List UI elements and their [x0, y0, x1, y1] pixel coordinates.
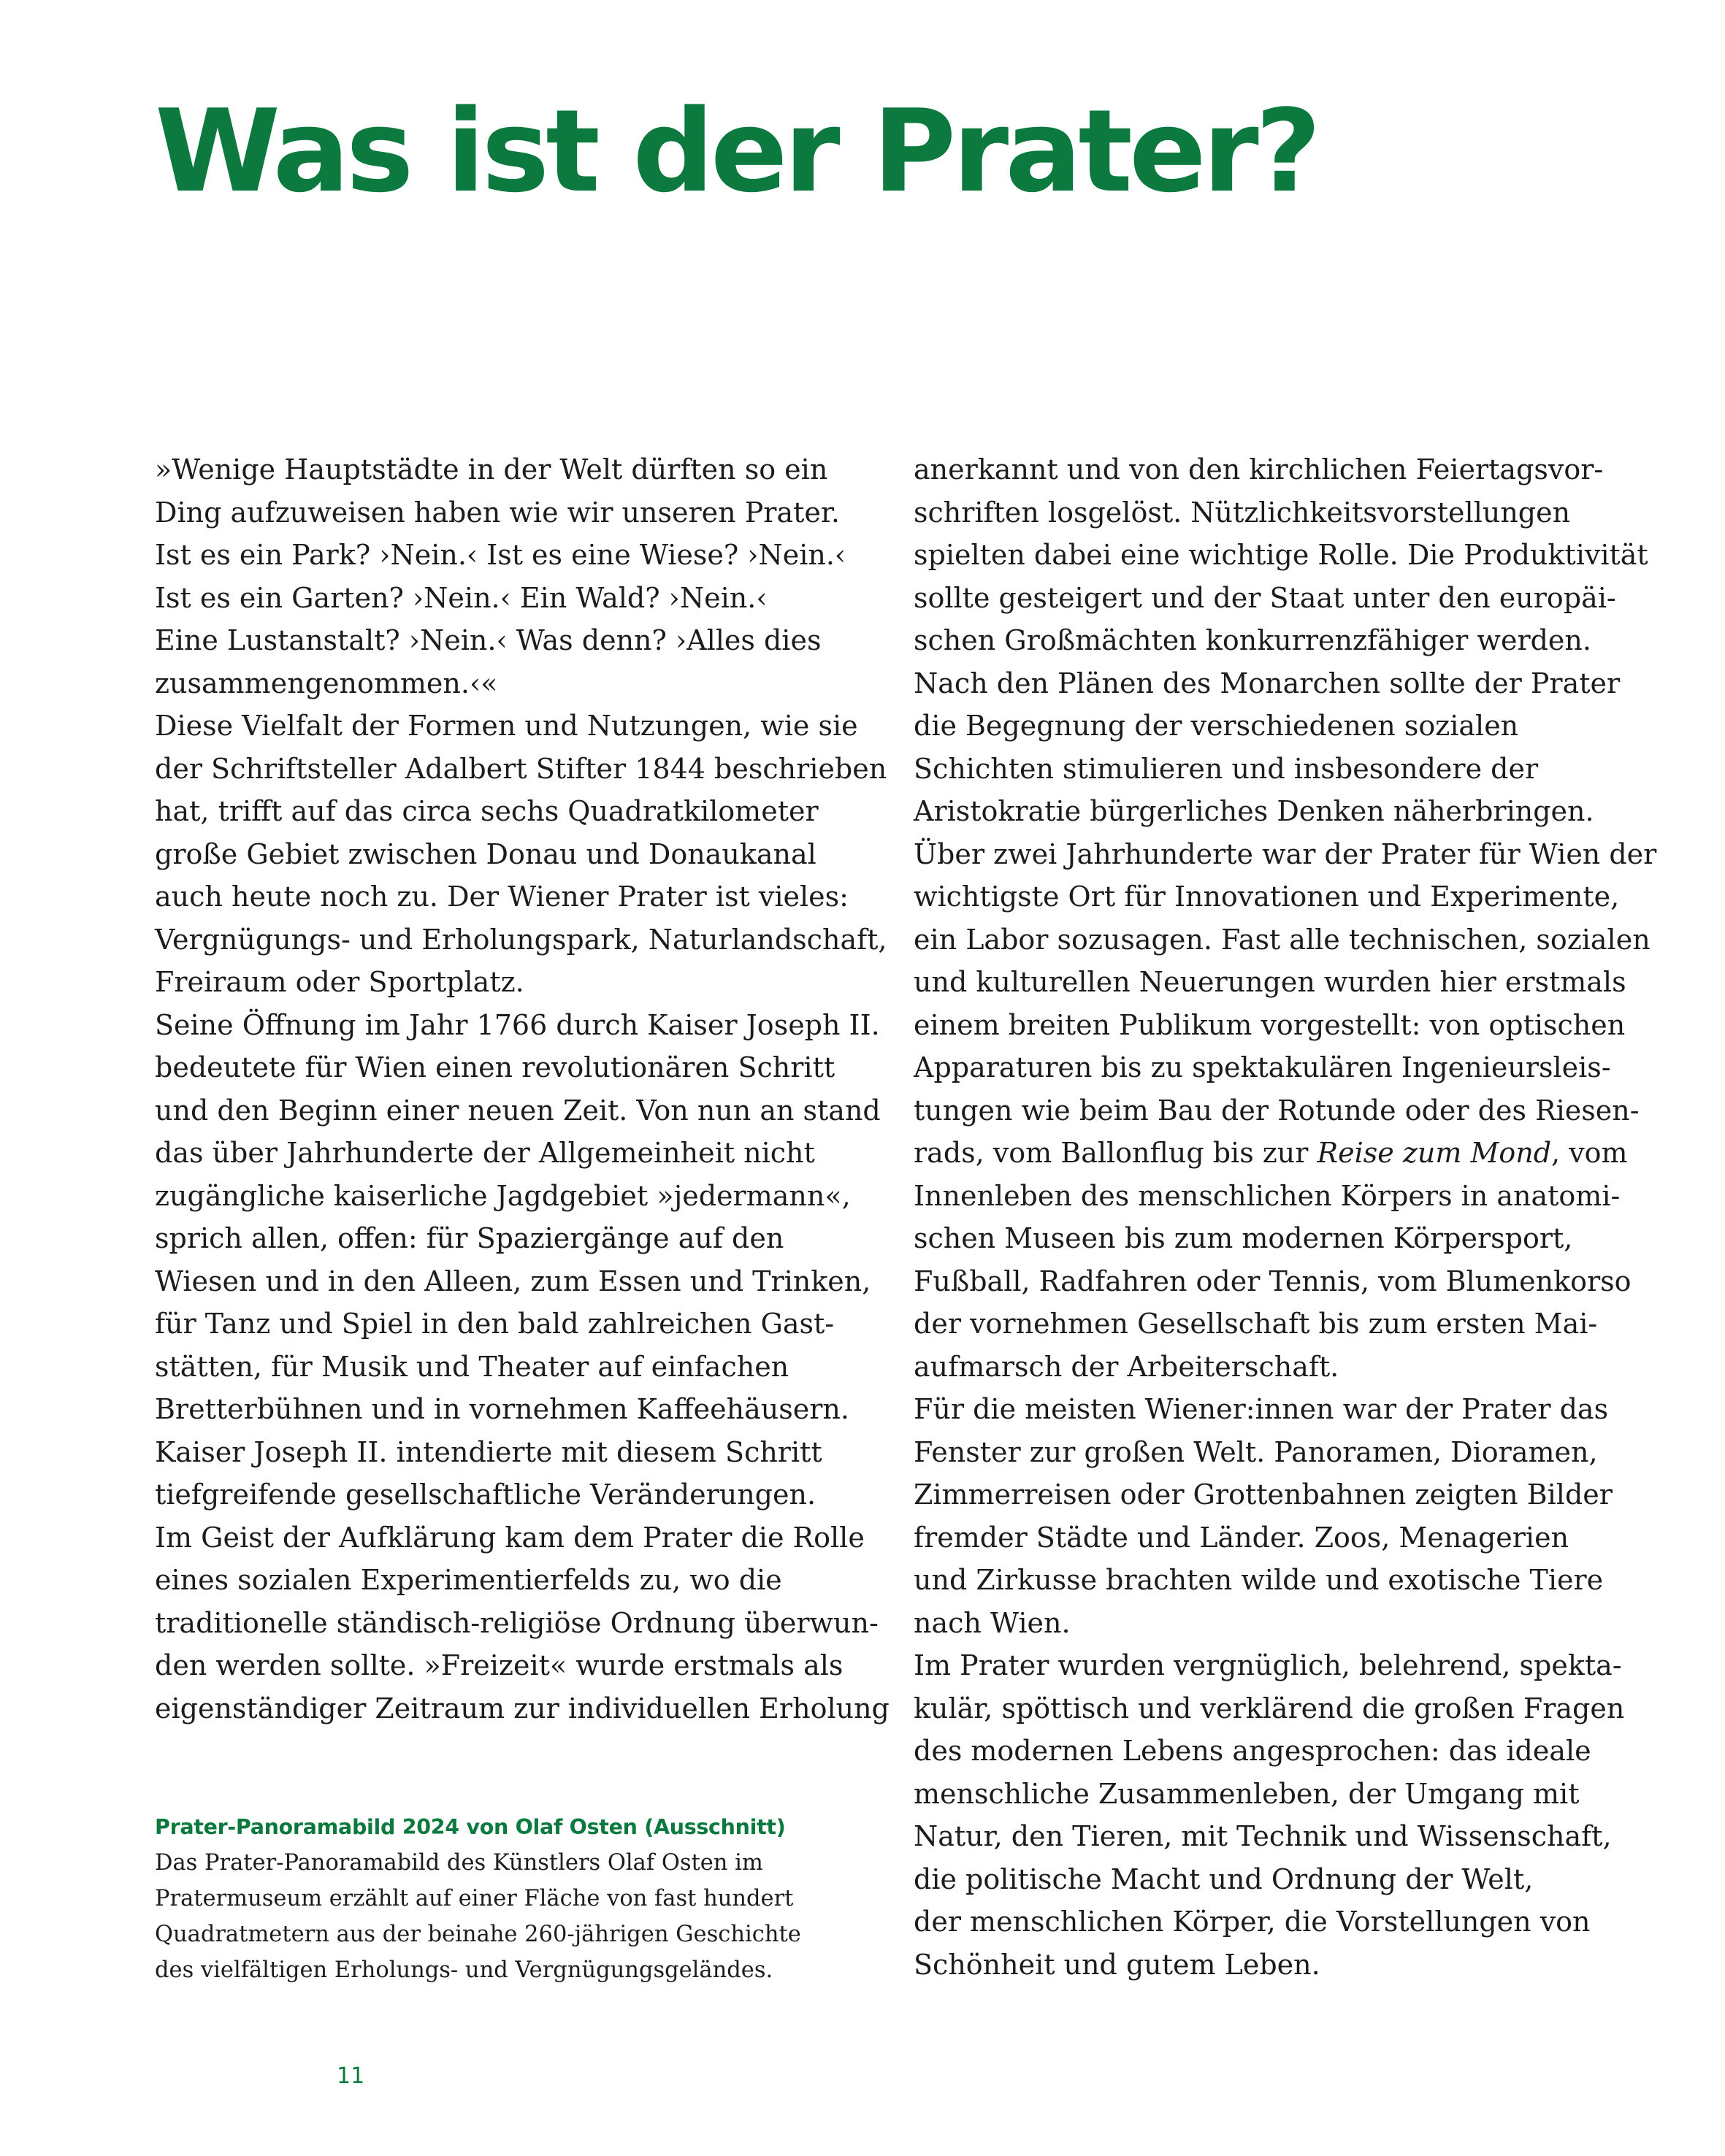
left-text-column	[155, 448, 890, 1730]
text-line: Natur, den Tieren, mit Technik und Wissenschaft,	[914, 1820, 1612, 1852]
text-line: einem breiten Publikum vorgestellt: von optischen	[914, 1008, 1626, 1041]
text-line: spielten dabei eine wichtige Rolle. Die Produktivität	[914, 539, 1648, 571]
text-line: Seine Öffnung im Jahr 1766 durch Kaiser Joseph II.	[155, 1008, 880, 1041]
text-line-mixed	[914, 1132, 1644, 1175]
text-line: Fenster zur großen Welt. Panoramen, Dioramen,	[914, 1435, 1598, 1468]
text-line: der vornehmen Gesellschaft bis zum ersten Mai-	[914, 1308, 1598, 1340]
text-line: hat, trifft auf das circa sechs Quadratkilometer	[155, 795, 819, 827]
text-line: Schichten stimulieren und insbesondere der	[914, 752, 1539, 785]
text-line: »Wenige Hauptstädte in der Welt dürften so ein	[155, 453, 828, 486]
caption-line: Pratermuseum erzählt auf einer Fläche von fast hundert	[155, 1886, 794, 1911]
text-line: Zimmerreisen oder Grottenbahnen zeigten Bilder	[914, 1478, 1613, 1511]
text-line: Ist es ein Park? ›Nein.‹ Ist es eine Wiese? ›Nein.‹	[155, 539, 846, 571]
text-line: Nach den Plänen des Monarchen sollte der Prater	[914, 667, 1621, 699]
text-line: ein Labor sozusagen. Fast alle technischen, sozialen	[914, 923, 1651, 956]
text-line: Apparaturen bis zu spektakulären Ingenieursleis-	[914, 1051, 1611, 1083]
text-line: Ding aufzuweisen haben wie wir unseren Prater.	[155, 496, 840, 529]
text-line: kulär, spöttisch und verklärend die großen Fragen	[914, 1692, 1625, 1725]
text-line: Im Geist der Aufklärung kam dem Prater die Rolle	[155, 1521, 865, 1554]
text-line: Diese Vielfalt der Formen und Nutzungen, wie sie	[155, 710, 858, 742]
text-line: der Schriftsteller Adalbert Stifter 1844 beschrieben	[155, 752, 887, 785]
text-line: Ist es ein Garten? ›Nein.‹ Ein Wald? ›Nein.‹	[155, 581, 768, 614]
text-line: nach Wien.	[914, 1606, 1071, 1639]
text-line: sollte gesteigert und der Staat unter den europäi-	[914, 581, 1616, 614]
text-line: der menschlichen Körper, die Vorstellungen von	[914, 1906, 1591, 1938]
image-caption	[155, 1809, 885, 1988]
text-line: und Zirkusse brachten wilde und exotische Tiere	[914, 1564, 1604, 1596]
text-line: und kulturellen Neuerungen wurden hier erstmals	[914, 966, 1626, 998]
text-line: Freiraum oder Sportplatz.	[155, 966, 524, 998]
text-line: den werden sollte. »Freizeit« wurde erstmals als	[155, 1649, 844, 1681]
text-line: eines sozialen Experimentierfelds zu, wo die	[155, 1564, 782, 1596]
text-line: zugängliche kaiserliche Jagdgebiet »jedermann«,	[155, 1179, 851, 1212]
text-line: traditionelle ständisch-religiöse Ordnung überwun-	[155, 1606, 879, 1639]
text-line: Innenleben des menschlichen Körpers in anatomi-	[914, 1179, 1621, 1212]
text-segment: rads, vom Ballonflug bis zur	[914, 1137, 1317, 1169]
right-text-column	[914, 448, 1657, 1986]
text-line: anerkannt und von den kirchlichen Feiertagsvor-	[914, 453, 1604, 486]
text-line: Bretterbühnen und in vornehmen Kaffeehäusern.	[155, 1393, 849, 1425]
text-line: bedeutete für Wien einen revolutionären Schritt	[155, 1051, 835, 1083]
text-line: Schönheit und gutem Leben.	[914, 1948, 1320, 1981]
text-line: menschliche Zusammenleben, der Umgang mit	[914, 1777, 1580, 1810]
text-line: Für die meisten Wiener:innen war der Prater das	[914, 1393, 1609, 1425]
text-line: schriften losgelöst. Nützlichkeitsvorstellungen	[914, 496, 1571, 529]
text-line: das über Jahrhunderte der Allgemeinheit nicht	[155, 1137, 815, 1169]
text-line: aufmarsch der Arbeiterschaft.	[914, 1350, 1339, 1383]
text-line: eigenständiger Zeitraum zur individuellen Erholung	[155, 1692, 890, 1725]
text-line: tiefgreifende gesellschaftliche Veränderungen.	[155, 1478, 816, 1511]
page-number: 11	[337, 2063, 365, 2089]
text-line: fremder Städte und Länder. Zoos, Menagerien	[914, 1521, 1569, 1554]
page-title: Was ist der Prater?	[155, 85, 1318, 218]
caption-line: des vielfältigen Erholungs- und Vergnügungsgeländes.	[155, 1957, 773, 1983]
text-line: Kaiser Joseph II. intendierte mit diesem Schritt	[155, 1435, 822, 1468]
text-line: sprich allen, offen: für Spaziergänge auf den	[155, 1222, 784, 1254]
text-line: wichtigste Ort für Innovationen und Experimente,	[914, 881, 1620, 913]
caption-line: Quadratmetern aus der beinahe 260-jährigen Geschichte	[155, 1922, 801, 1947]
text-line: tungen wie beim Bau der Rotunde oder des Riesen-	[914, 1094, 1640, 1127]
text-line: Eine Lustanstalt? ›Nein.‹ Was denn? ›Alles dies	[155, 624, 822, 656]
caption-line: Das Prater-Panoramabild des Künstlers Olaf Osten im	[155, 1850, 763, 1876]
text-line: die politische Macht und Ordnung der Welt,	[914, 1862, 1534, 1895]
text-segment: , vom	[1551, 1137, 1628, 1169]
text-line: des modernen Lebens angesprochen: das ideale	[914, 1735, 1591, 1767]
caption-title: Prater-Panoramabild 2024 von Olaf Osten (Ausschnitt)	[155, 1815, 786, 1839]
text-line: die Begegnung der verschiedenen sozialen	[914, 710, 1519, 742]
text-line: schen Museen bis zum modernen Körpersport,	[914, 1222, 1573, 1254]
text-line: Über zwei Jahrhunderte war der Prater für Wien der	[914, 837, 1657, 870]
text-line: stätten, für Musik und Theater auf einfachen	[155, 1350, 789, 1383]
text-line: zusammengenommen.‹«	[155, 667, 498, 699]
text-line: und den Beginn einer neuen Zeit. Von nun an stand	[155, 1094, 881, 1127]
text-line: Vergnügungs- und Erholungspark, Naturlandschaft,	[155, 923, 887, 956]
text-line: Fußball, Radfahren oder Tennis, vom Blumenkorso	[914, 1265, 1632, 1297]
text-line: schen Großmächten konkurrenzfähiger werden.	[914, 624, 1591, 656]
text-line: Im Prater wurden vergnüglich, belehrend, spekta-	[914, 1649, 1622, 1681]
text-line: Aristokratie bürgerliches Denken näherbringen.	[914, 795, 1594, 827]
text-line: auch heute noch zu. Der Wiener Prater ist vieles:	[155, 881, 849, 913]
text-line: für Tanz und Spiel in den bald zahlreichen Gast-	[155, 1308, 835, 1340]
text-line: große Gebiet zwischen Donau und Donaukanal	[155, 837, 816, 870]
text-line: Wiesen und in den Alleen, zum Essen und Trinken,	[155, 1265, 871, 1297]
italic-title-reise-zum-mond: Reise zum Mond	[1317, 1137, 1552, 1169]
